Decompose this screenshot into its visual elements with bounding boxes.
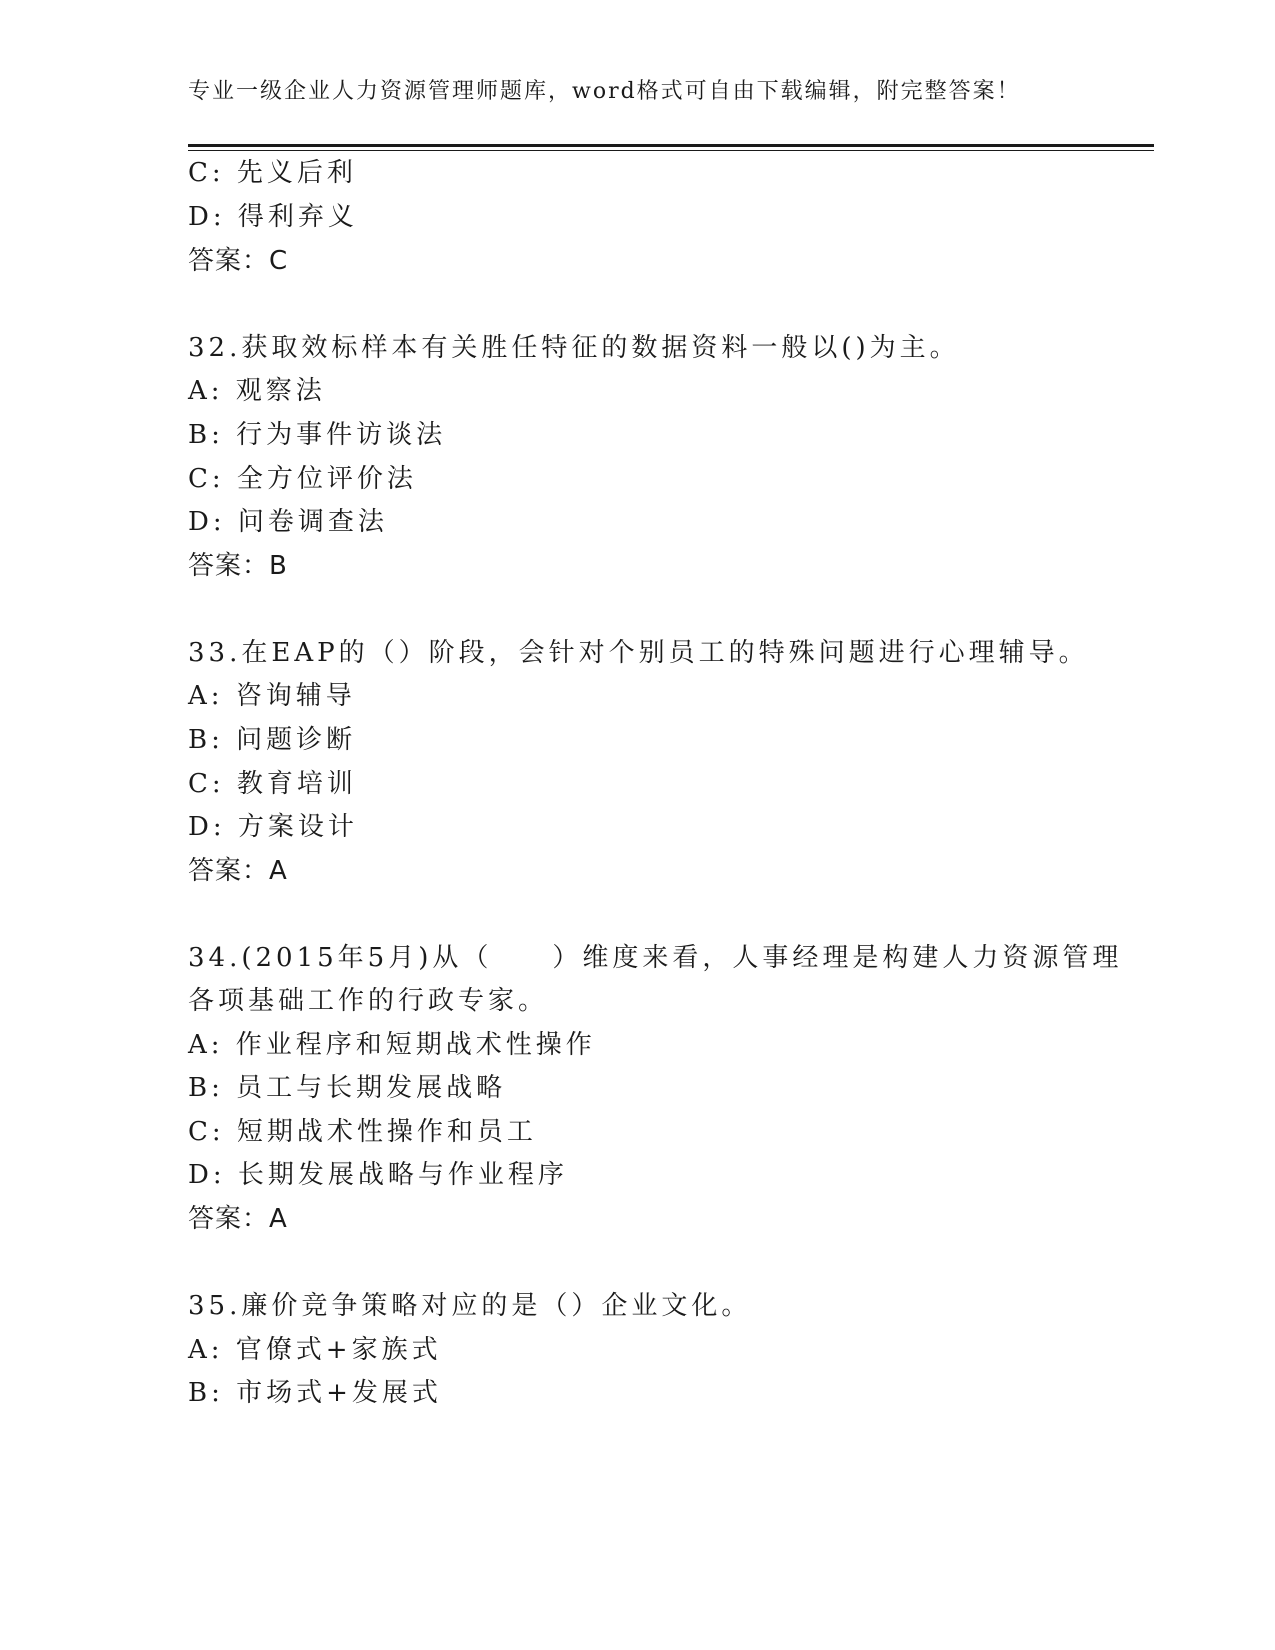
q33-option-c: C: 教育培训 xyxy=(188,769,357,799)
q34-option-b: B: 员工与长期发展战略 xyxy=(188,1073,507,1103)
q33-answer: 答案：A xyxy=(188,856,288,886)
q34-option-a: A: 作业程序和短期战术性操作 xyxy=(188,1030,596,1060)
q35-option-a: A: 官僚式+家族式 xyxy=(188,1335,442,1365)
q33-option-b: B: 问题诊断 xyxy=(188,725,357,755)
q33-stem: 33.在EAP的（）阶段，会针对个别员工的特殊问题进行心理辅导。 xyxy=(188,638,1089,668)
header-rule-thin xyxy=(188,150,1154,151)
header-rule-thick xyxy=(188,144,1154,147)
q32-answer: 答案：B xyxy=(188,551,288,581)
q34-stem-line1: 34.(2015年5月)从（ ）维度来看，人事经理是构建人力资源管理 xyxy=(188,943,1123,973)
q32-option-d: D: 问卷调查法 xyxy=(188,507,388,537)
q34-answer: 答案：A xyxy=(188,1204,288,1234)
q35-stem: 35.廉价竞争策略对应的是（）企业文化。 xyxy=(188,1291,752,1321)
q32-option-b: B: 行为事件访谈法 xyxy=(188,420,447,450)
q32-option-a: A: 观察法 xyxy=(188,376,326,406)
q31-option-c: C: 先义后利 xyxy=(188,158,357,188)
q32-stem: 32.获取效标样本有关胜任特征的数据资料一般以()为主。 xyxy=(188,333,960,363)
q31-option-d: D: 得利弃义 xyxy=(188,202,358,232)
q34-option-c: C: 短期战术性操作和员工 xyxy=(188,1117,537,1147)
q34-stem-line2: 各项基础工作的行政专家。 xyxy=(188,986,549,1016)
page-header: 专业一级企业人力资源管理师题库，word格式可自由下载编辑，附完整答案！ xyxy=(188,79,1021,104)
q33-option-a: A: 咨询辅导 xyxy=(188,681,356,711)
q34-option-d: D: 长期发展战略与作业程序 xyxy=(188,1160,568,1190)
q31-answer: 答案：C xyxy=(188,246,289,276)
q33-option-d: D: 方案设计 xyxy=(188,812,358,842)
q35-option-b: B: 市场式+发展式 xyxy=(188,1378,442,1408)
q32-option-c: C: 全方位评价法 xyxy=(188,464,417,494)
